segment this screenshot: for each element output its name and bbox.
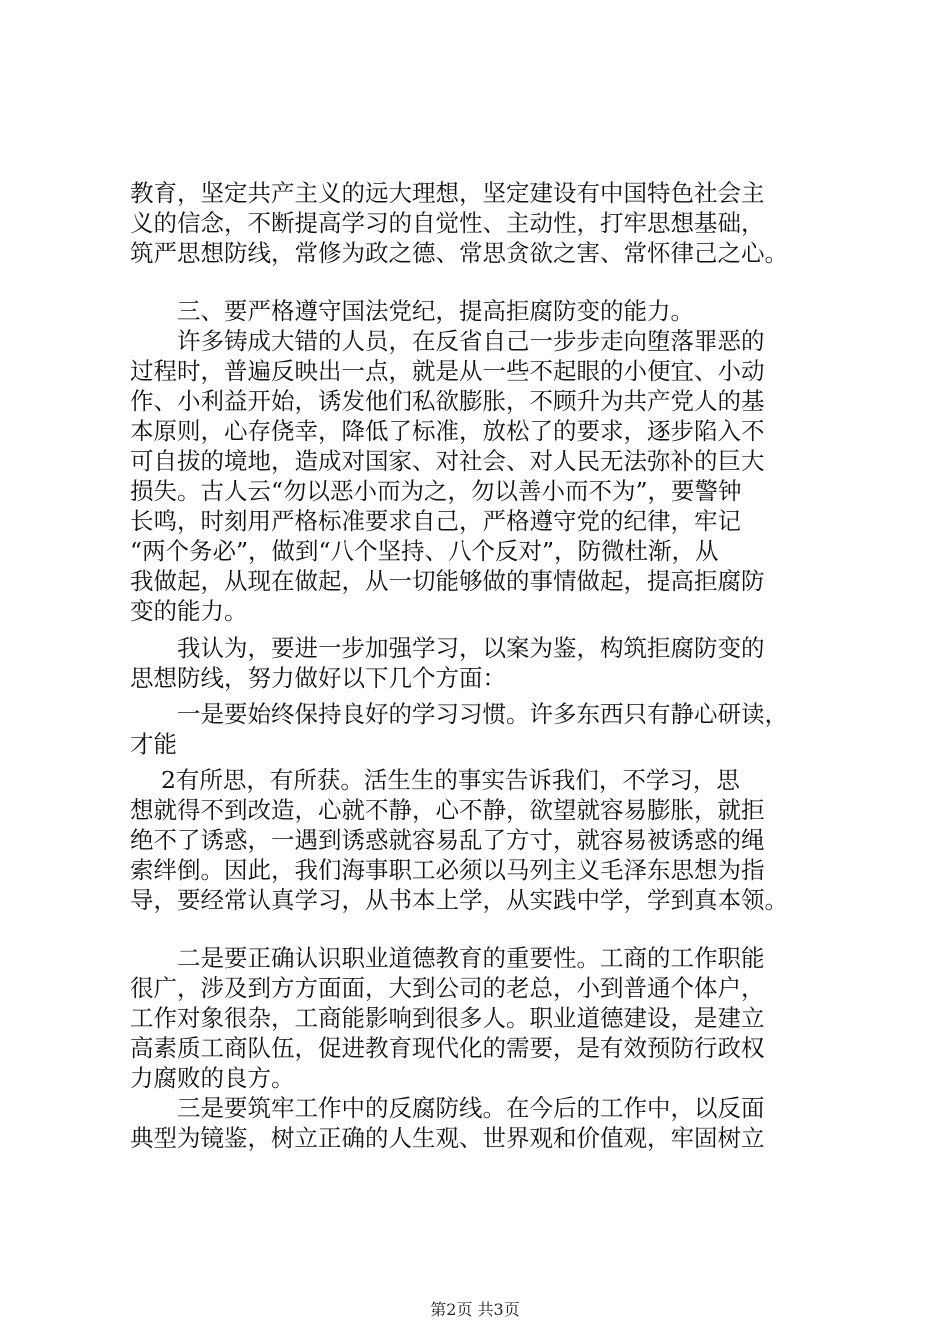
body-text-line: 想就得不到改造，心就不静，心不静，欲望就容易膨胀，就拒	[130, 796, 765, 824]
body-text-line: 我做起，从现在做起，从一切能够做的事情做起，提高拒腐防	[130, 567, 765, 595]
body-text-line: 变的能力。	[130, 597, 248, 625]
body-text-line: 损失。古人云“勿以恶小而为之，勿以善小而不为”，要警钟	[130, 477, 742, 505]
page-footer: 第2页 共3页	[430, 1300, 520, 1319]
body-text-line: “两个务必”，做到“八个坚持、八个反对”，防微杜渐，从	[130, 537, 719, 565]
body-text-line: 三是要筑牢工作中的反腐防线。在今后的工作中，以反面	[130, 1094, 765, 1122]
body-text-line: 思想防线，努力做好以下几个方面：	[130, 664, 506, 692]
body-text-line: 作、小利益开始，诱发他们私欲膨胀，不顾升为共产党人的基	[130, 387, 765, 415]
body-text-line: 很广，涉及到方方面面，大到公司的老总，小到普通个体户，	[130, 974, 765, 1002]
body-text-line: 可自拔的境地，造成对国家、对社会、对人民无法弥补的巨大	[130, 447, 765, 475]
body-text-line: 一是要始终保持良好的学习习惯。许多东西只有静心研读，	[130, 700, 788, 728]
body-text-line: 过程时，普遍反映出一点，就是从一些不起眼的小便宜、小动	[130, 357, 765, 385]
body-text-line: 2有所思，有所获。活生生的事实告诉我们，不学习，思	[130, 766, 740, 794]
body-text-line: 索绊倒。因此，我们海事职工必须以马列主义毛泽东思想为指	[130, 856, 765, 884]
body-text-line: 绝不了诱惑，一遇到诱惑就容易乱了方寸，就容易被诱惑的绳	[130, 826, 765, 854]
body-text-line: 才能	[130, 730, 177, 758]
body-text-line: 教育，坚定共产主义的远大理想，坚定建设有中国特色社会主	[130, 179, 765, 207]
body-text-line: 高素质工商队伍，促进教育现代化的需要，是有效预防行政权	[130, 1034, 765, 1062]
section-heading: 三、要严格遵守国法党纪，提高拒腐防变的能力。	[130, 297, 694, 325]
body-text-line: 长鸣，时刻用严格标准要求自己，严格遵守党的纪律，牢记	[130, 507, 741, 535]
body-text-line: 筑严思想防线，常修为政之德、常思贪欲之害、常怀律己之心。	[130, 239, 788, 267]
body-text-line: 工作对象很杂，工商能影响到很多人。职业道德建设，是建立	[130, 1004, 765, 1032]
body-text-line: 典型为镜鉴，树立正确的人生观、世界观和价值观，牢固树立	[130, 1124, 765, 1152]
body-text-line: 我认为，要进一步加强学习，以案为鉴，构筑拒腐防变的	[130, 634, 765, 662]
body-text-line: 导，要经常认真学习，从书本上学，从实践中学，学到真本领。	[130, 886, 788, 914]
body-text-line: 义的信念，不断提高学习的自觉性、主动性，打牢思想基础，	[130, 209, 765, 237]
body-text-line: 力腐败的良方。	[130, 1064, 295, 1092]
body-text-line: 二是要正确认识职业道德教育的重要性。工商的工作职能	[130, 944, 765, 972]
body-text-line: 本原则，心存侥幸，降低了标准，放松了的要求，逐步陷入不	[130, 417, 765, 445]
body-text-line: 许多铸成大错的人员，在反省自己一步步走向堕落罪恶的	[130, 327, 765, 355]
